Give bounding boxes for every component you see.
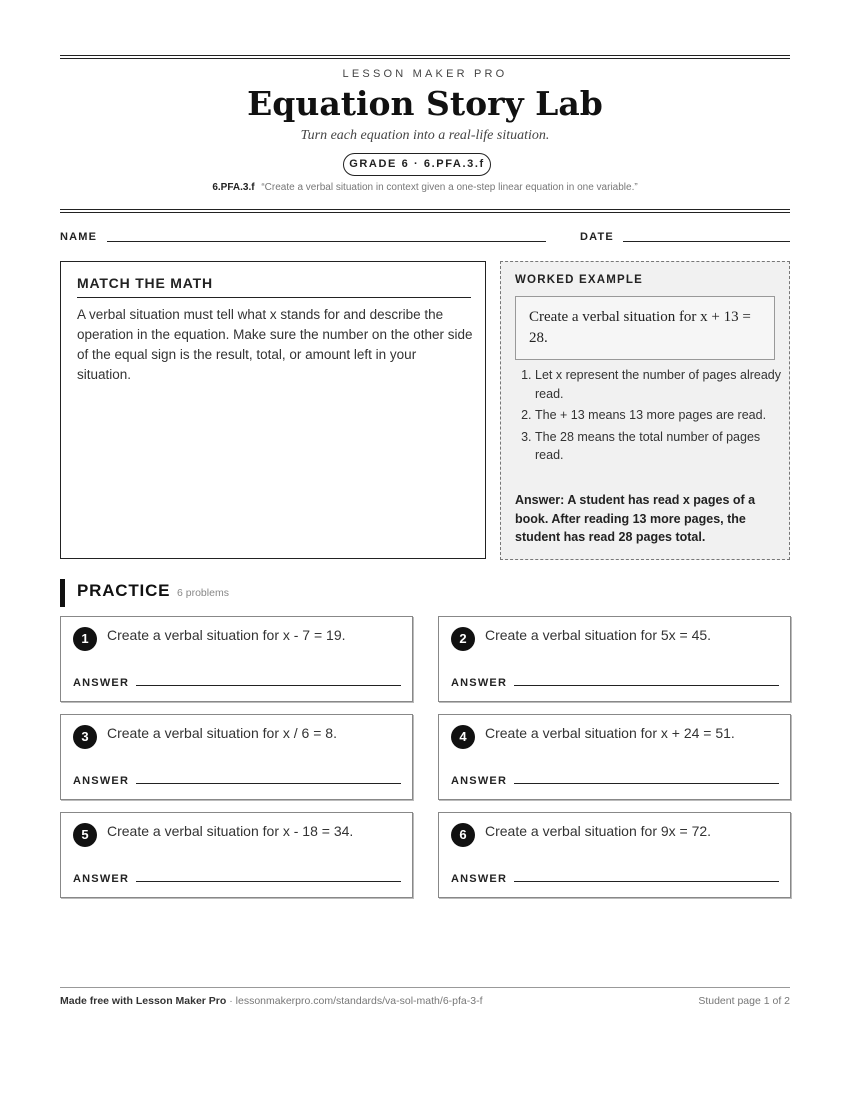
footer-divider: [60, 987, 790, 988]
problem-prompt: Create a verbal situation for x / 6 = 8.: [107, 725, 337, 741]
problem-prompt: Create a verbal situation for x - 18 = 34.: [107, 823, 354, 839]
brand-name: LESSON MAKER PRO: [342, 68, 508, 80]
footer-made-with: Made free with Lesson Maker Pro: [60, 995, 227, 1007]
worked-step: 2. The + 13 means 13 more pages are read.: [535, 406, 785, 425]
answer-label: ANSWER: [73, 775, 130, 787]
problem-number-badge: 6: [451, 823, 475, 847]
practice-title: PRACTICE: [77, 581, 171, 600]
page-title: Equation Story Lab: [247, 84, 603, 123]
answer-field[interactable]: [514, 881, 779, 882]
worked-example-steps: [515, 366, 785, 468]
worked-step: 3. The 28 means the total number of pages read.: [535, 428, 785, 465]
practice-card-2: [438, 616, 791, 702]
practice-card-3: [60, 714, 413, 800]
answer-label: ANSWER: [451, 775, 508, 787]
practice-card-5: [60, 812, 413, 898]
problem-number-badge: 4: [451, 725, 475, 749]
standard-code: 6.PFA.3.f: [212, 182, 255, 193]
practice-accent-bar: [60, 579, 65, 607]
problem-number-badge: 5: [73, 823, 97, 847]
practice-card-1: [60, 616, 413, 702]
practice-card-6: [438, 812, 791, 898]
answer-label: ANSWER: [73, 677, 130, 689]
problem-prompt: Create a verbal situation for 9x = 72.: [485, 823, 712, 839]
name-label: NAME: [60, 231, 98, 243]
problem-prompt: Create a verbal situation for x + 24 = 51.: [485, 725, 735, 741]
problem-number-badge: 3: [73, 725, 97, 749]
practice-card-4: [438, 714, 791, 800]
answer-field[interactable]: [136, 685, 401, 686]
problem-prompt: Create a verbal situation for x - 7 = 19.: [107, 627, 346, 643]
footer-page-number: Student page 1 of 2: [698, 995, 790, 1007]
match-title: MATCH THE MATH: [77, 275, 471, 298]
worked-step: 1. Let x represent the number of pages already read.: [535, 366, 785, 403]
answer-field[interactable]: [136, 783, 401, 784]
footer-url[interactable]: · lessonmakerpro.com/standards/va-sol-math/6-pfa-3-f: [229, 995, 483, 1007]
header-divider: [60, 209, 790, 213]
standard-text: “Create a verbal situation in context given a one-step linear equation in one variable.”: [261, 182, 638, 193]
problem-prompt: Create a verbal situation for 5x = 45.: [485, 627, 712, 643]
match-body: A verbal situation must tell what x stands for and describe the operation in the equation. Make sure the number on the other side of the equal sign is the result, total, or amount left in your situation.: [77, 307, 473, 382]
answer-field[interactable]: [514, 783, 779, 784]
worked-example-title: WORKED EXAMPLE: [515, 274, 643, 286]
match-the-math-box: [60, 261, 486, 559]
date-label: DATE: [580, 231, 614, 243]
worked-example-prompt: Create a verbal situation for x + 13 = 28.: [515, 296, 775, 360]
practice-count: 6 problems: [177, 587, 229, 599]
date-field[interactable]: [623, 241, 790, 242]
answer-field[interactable]: [514, 685, 779, 686]
top-divider: [60, 55, 790, 59]
problem-number-badge: 1: [73, 627, 97, 651]
answer-label: ANSWER: [451, 677, 508, 689]
footer-credit: [60, 995, 483, 1007]
answer-label: ANSWER: [73, 873, 130, 885]
answer-label: ANSWER: [451, 873, 508, 885]
worked-example-answer: Answer: A student has read x pages of a book. After reading 13 more pages, the student has read 28 pages total.: [515, 493, 756, 544]
grade-badge: GRADE 6 · 6.PFA.3.f: [343, 153, 491, 176]
standard-line: [60, 182, 790, 193]
worked-example-box: [500, 261, 790, 560]
name-field[interactable]: [107, 241, 546, 242]
problem-number-badge: 2: [451, 627, 475, 651]
page-subtitle: Turn each equation into a real-life situation.: [300, 128, 550, 143]
answer-field[interactable]: [136, 881, 401, 882]
